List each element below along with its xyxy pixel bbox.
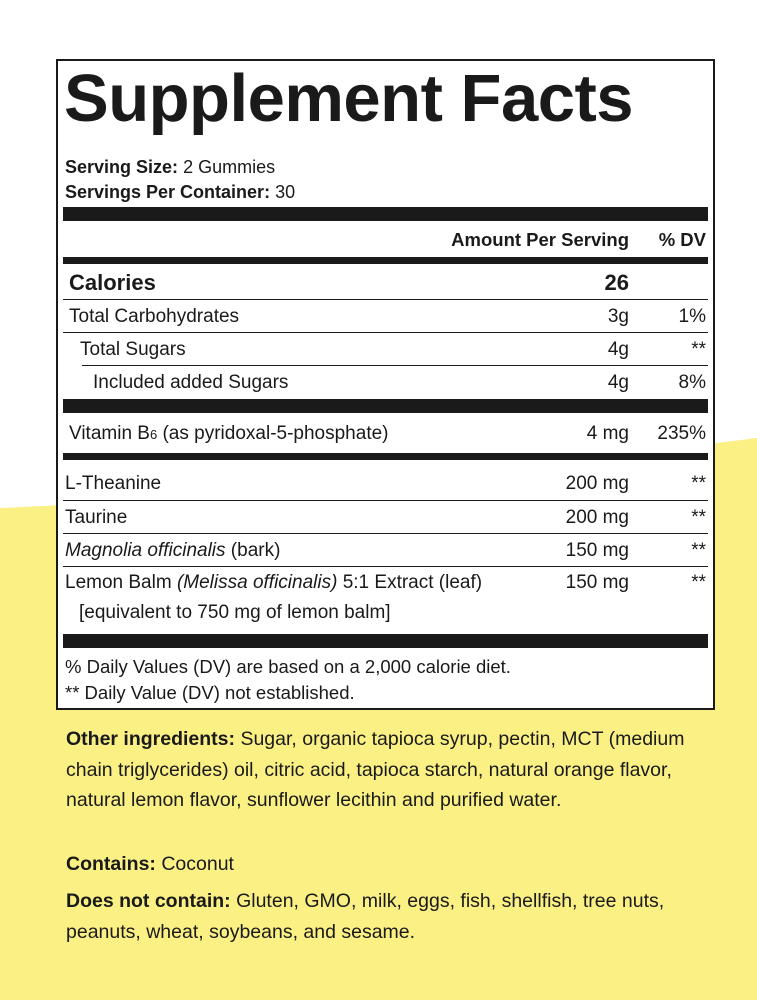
blend-ingredient-part: 5:1 Extract (leaf) bbox=[337, 572, 483, 593]
blend-ingredient-equivalence: [equivalent to 750 mg of lemon balm] bbox=[79, 602, 391, 623]
blend-ingredient-dv: ** bbox=[691, 473, 706, 494]
blend-ingredient-amount: 150 mg bbox=[565, 572, 629, 593]
row-divider bbox=[63, 566, 708, 567]
vitamin-name-suffix: (as pyridoxal-5-phosphate) bbox=[157, 423, 389, 444]
page-title: Supplement Facts bbox=[64, 61, 634, 136]
vitamin-dv: 235% bbox=[657, 423, 706, 444]
vitamin-name-subscript: 6 bbox=[149, 427, 158, 442]
row-divider bbox=[82, 365, 708, 366]
blend-ingredient-name bbox=[65, 572, 482, 594]
servings-per-container-value: 30 bbox=[275, 182, 296, 202]
nutrient-amount: 4g bbox=[607, 372, 629, 393]
blend-ingredient-amount: 200 mg bbox=[565, 473, 629, 494]
servings-per-container-label: Servings Per Container: bbox=[65, 182, 271, 202]
nutrient-name: Included added Sugars bbox=[93, 372, 289, 393]
header-percent-dv: % DV bbox=[658, 229, 706, 250]
medium-divider bbox=[63, 257, 708, 264]
blend-ingredient-dv: ** bbox=[691, 507, 706, 528]
row-divider bbox=[63, 500, 708, 501]
nutrient-dv: 8% bbox=[678, 372, 706, 393]
nutrient-dv: 1% bbox=[678, 306, 706, 327]
serving-size bbox=[65, 156, 275, 178]
row-divider bbox=[63, 533, 708, 534]
blend-ingredient-dv: ** bbox=[691, 540, 706, 561]
supplement-facts-panel bbox=[56, 59, 715, 710]
other-ingredients-label: Other ingredients: bbox=[66, 728, 236, 750]
row-divider bbox=[63, 299, 708, 300]
blend-ingredient-amount: 200 mg bbox=[565, 507, 629, 528]
vitamin-name-prefix: Vitamin B bbox=[69, 423, 150, 444]
thick-divider bbox=[63, 399, 708, 413]
calories-amount: 26 bbox=[604, 270, 629, 295]
vitamin-amount: 4 mg bbox=[586, 423, 629, 444]
other-ingredients bbox=[66, 724, 716, 816]
contains-text: Coconut bbox=[155, 853, 234, 875]
blend-ingredient-latin-name: Magnolia officinalis bbox=[65, 540, 226, 561]
blend-ingredient-amount: 150 mg bbox=[565, 540, 629, 561]
nutrient-name: Total Carbohydrates bbox=[69, 306, 240, 327]
row-divider bbox=[63, 332, 708, 333]
nutrient-amount: 3g bbox=[607, 306, 629, 327]
serving-size-value: 2 Gummies bbox=[183, 157, 276, 177]
footnote-not-established: ** Daily Value (DV) not established. bbox=[65, 682, 355, 703]
does-not-contain-text: Gluten, GMO, milk, eggs, fish, shellfish, tree nuts, peanuts, wheat, soybeans, and sesame. bbox=[66, 890, 665, 943]
servings-per-container bbox=[65, 181, 295, 203]
does-not-contain-statement bbox=[66, 886, 716, 947]
blend-ingredient-dv: ** bbox=[691, 572, 706, 593]
blend-ingredient-name bbox=[65, 540, 280, 562]
header-amount-per-serving: Amount Per Serving bbox=[451, 229, 629, 250]
medium-divider bbox=[63, 453, 708, 460]
blend-ingredient-common-name: Lemon Balm bbox=[65, 572, 177, 593]
nutrient-dv: ** bbox=[691, 339, 706, 360]
vitamin-name bbox=[69, 423, 389, 446]
blend-ingredient-name: Taurine bbox=[65, 507, 128, 528]
nutrient-name: Total Sugars bbox=[80, 339, 186, 360]
does-not-contain-label: Does not contain: bbox=[66, 890, 231, 912]
blend-ingredient-part: (bark) bbox=[225, 540, 281, 561]
blend-ingredient-name: L-Theanine bbox=[65, 473, 162, 494]
calories-label: Calories bbox=[69, 270, 156, 295]
blend-ingredient-latin-name: (Melissa officinalis) bbox=[176, 572, 338, 593]
contains-statement bbox=[66, 849, 716, 880]
footnote-daily-values: % Daily Values (DV) are based on a 2,000 calorie diet. bbox=[65, 656, 511, 677]
nutrient-amount: 4g bbox=[607, 339, 629, 360]
thick-divider bbox=[63, 207, 708, 221]
contains-label: Contains: bbox=[66, 853, 156, 875]
serving-size-label: Serving Size: bbox=[65, 157, 179, 177]
thick-divider bbox=[63, 634, 708, 648]
other-ingredients-text: Sugar, organic tapioca syrup, pectin, MCT (medium chain triglycerides) oil, citric acid, tapioca starch, natural orange flavor, natural lemon flavor, sunflower lecithin and purified water. bbox=[66, 728, 685, 811]
